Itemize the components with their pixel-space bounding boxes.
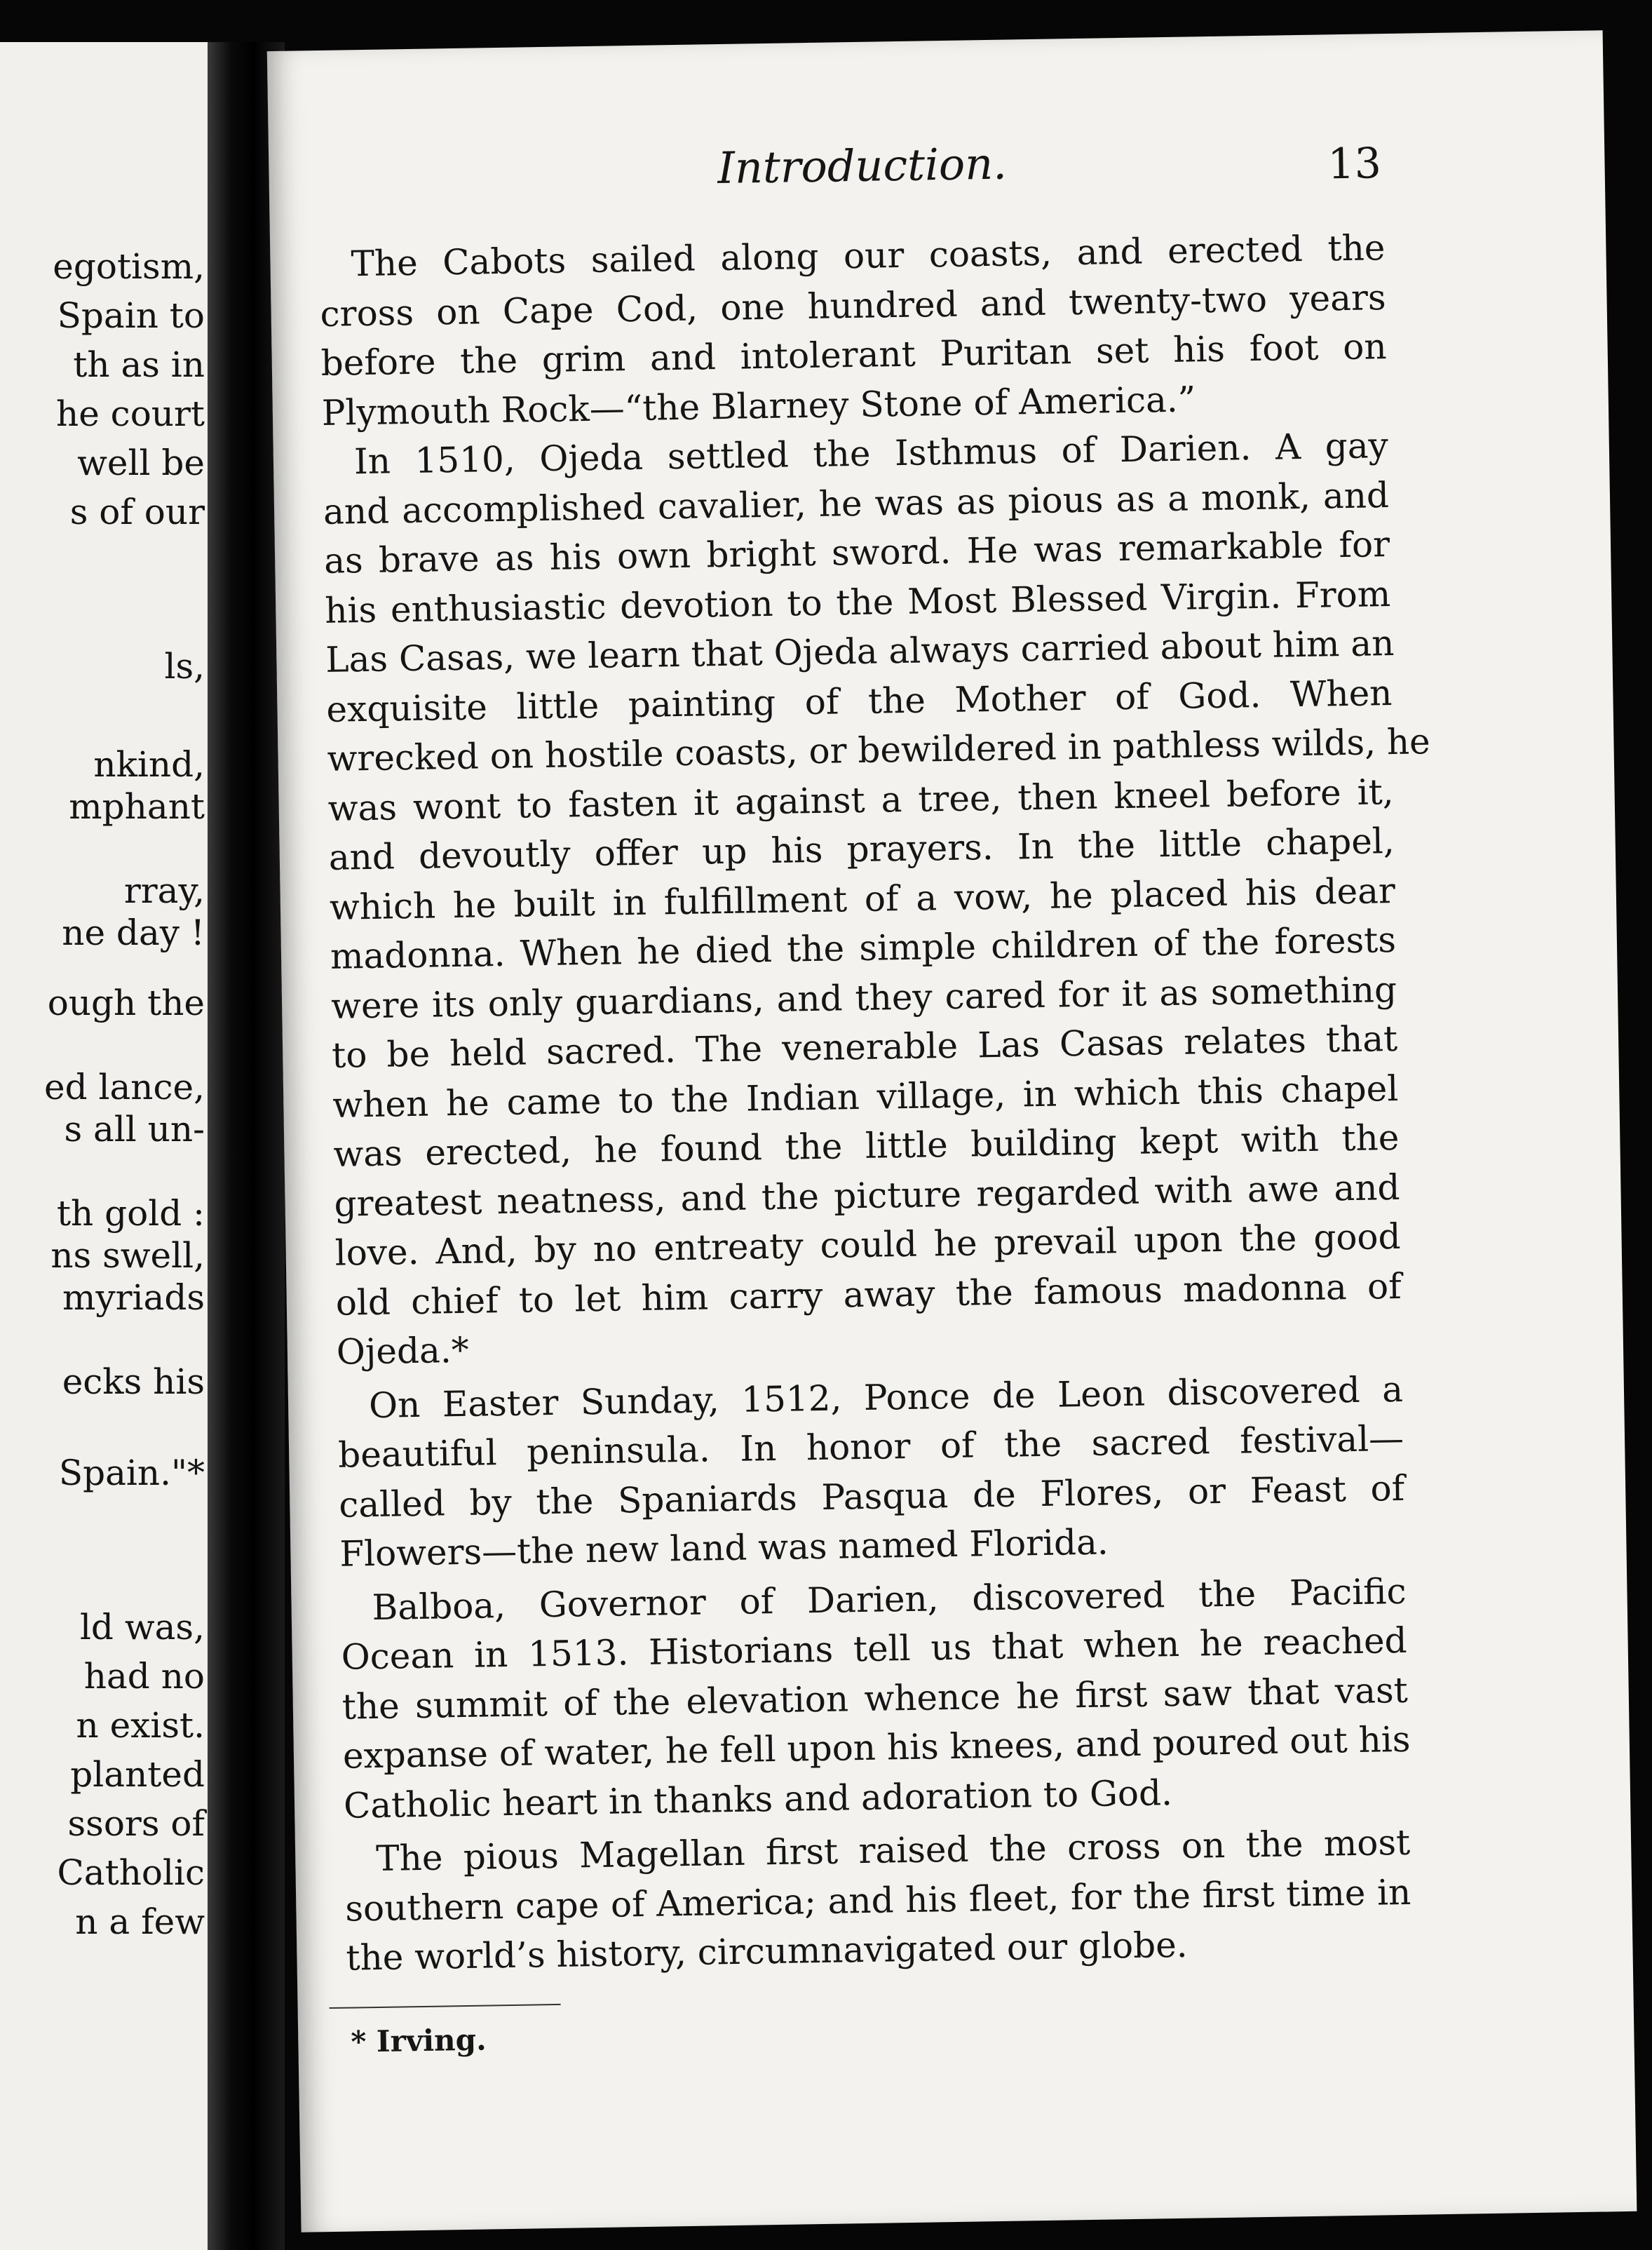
text-line: Plymouth Rock—“the Blarney Stone of America.”	[321, 378, 1196, 433]
left-page-line: nkind,	[93, 744, 205, 785]
text-line: when he came to the Indian village, in which this chapel	[332, 1067, 1399, 1126]
footnote-rule	[330, 2004, 561, 2009]
left-page-line: Catholic	[57, 1852, 205, 1893]
left-page-line: s of our	[69, 492, 205, 532]
text-line: cross on Cape Cod, one hundred and twenty-two years	[320, 276, 1386, 335]
text-line: Catholic heart in thanks and adoration to God.	[343, 1772, 1173, 1826]
left-page-line: he court	[56, 393, 205, 434]
left-page-line: egotism,	[53, 246, 205, 287]
left-page-line: ecks his	[62, 1361, 205, 1402]
left-page-line: planted	[70, 1754, 205, 1795]
text-line: southern cape of America; and his fleet, for the first time in	[344, 1871, 1411, 1929]
text-line: was erected, he found the little building kept with the	[333, 1117, 1400, 1175]
text-line: to be held sacred. The venerable Las Casas relates that	[331, 1018, 1398, 1076]
running-head: Introduction.	[717, 137, 1008, 194]
left-page-line: s all un-	[64, 1109, 205, 1150]
right-page	[267, 30, 1637, 2232]
text-line: beautiful peninsula. In honor of the sacred festival—	[337, 1417, 1404, 1476]
text-line: Ojeda.*	[336, 1329, 470, 1373]
left-page-line: myriads	[62, 1277, 205, 1318]
left-page-line: had no	[83, 1656, 205, 1697]
text-line: The Cabots sailed along our coasts, and erected the	[351, 227, 1386, 285]
text-line: wrecked on hostile coasts, or bewildered in pathless wilds, he	[327, 721, 1431, 779]
left-page-line: ns swell,	[50, 1235, 205, 1276]
left-page-line: ed lance,	[44, 1067, 205, 1107]
left-page-line: Spain."*	[58, 1453, 205, 1493]
text-line: greatest neatness, and the picture regarded with awe and	[334, 1166, 1400, 1225]
text-line: Balboa, Governor of Darien, discovered the Pacific	[372, 1570, 1407, 1628]
text-line: In 1510, Ojeda settled the Isthmus of Darien. A gay	[353, 425, 1389, 483]
footnote: * Irving.	[350, 2022, 487, 2059]
text-line: were its only guardians, and they cared for it as something	[330, 969, 1397, 1027]
text-line: Ocean in 1513. Historians tell us that when he reached	[341, 1619, 1408, 1678]
text-line: expanse of water, he fell upon his knees, and poured out his	[342, 1718, 1411, 1777]
text-line: his enthusiastic devotion to the Most Blessed Virgin. From	[324, 573, 1391, 631]
text-line: and devoutly offer up his prayers. In the little chapel,	[328, 821, 1395, 878]
left-page-line: ld was,	[79, 1607, 205, 1648]
text-line: the summit of the elevation whence he first saw that vast	[341, 1669, 1409, 1727]
left-page-line: ls,	[164, 646, 205, 687]
left-page-line: ne day !	[62, 912, 205, 953]
left-page-line: n a few	[75, 1901, 205, 1942]
left-page-line: ssors of	[67, 1803, 205, 1844]
text-line: as brave as his own bright sword. He was remarkable for	[323, 524, 1390, 581]
text-line: and accomplished cavalier, he was as pious as a monk, and	[323, 474, 1390, 532]
text-line: Las Casas, we learn that Ojeda always carried about him an	[325, 622, 1395, 680]
page-body-text	[319, 223, 1431, 1983]
text-line: was wont to fasten it against a tree, then kneel before it,	[327, 771, 1395, 829]
text-line: before the grim and intolerant Puritan set his foot on	[320, 326, 1388, 384]
text-line: the world’s history, circumnavigated our globe.	[346, 1924, 1189, 1979]
text-line: love. And, by no entreaty could he prevail upon the good	[334, 1215, 1401, 1274]
left-page-line: mphant	[69, 786, 205, 827]
text-line: The pious Magellan first raised the cross on the most	[375, 1821, 1411, 1879]
text-line: madonna. When he died the simple children of the forests	[330, 919, 1397, 977]
text-line: old chief to let him carry away the famous madonna of	[335, 1265, 1402, 1323]
left-page-line: th as in	[73, 344, 205, 385]
text-line: Flowers—the new land was named Florida.	[339, 1521, 1109, 1575]
left-page-line: th gold :	[56, 1193, 205, 1234]
left-page-line: n exist.	[76, 1705, 205, 1746]
page-number: 13	[1327, 139, 1382, 189]
left-page-line: rray,	[123, 870, 205, 911]
left-page-line: ough the	[47, 983, 205, 1023]
left-page-fragment	[0, 42, 210, 2250]
left-page-line: well be	[77, 443, 205, 483]
text-line: On Easter Sunday, 1512, Ponce de Leon discovered a	[368, 1368, 1404, 1426]
text-line: exquisite little painting of the Mother of God. When	[326, 672, 1393, 730]
text-line: which he built in fulfillment of a vow, he placed his dear	[329, 870, 1396, 928]
left-page-line: Spain to	[57, 295, 205, 336]
text-line: called by the Spaniards Pasqua de Flores, or Feast of	[338, 1467, 1405, 1525]
